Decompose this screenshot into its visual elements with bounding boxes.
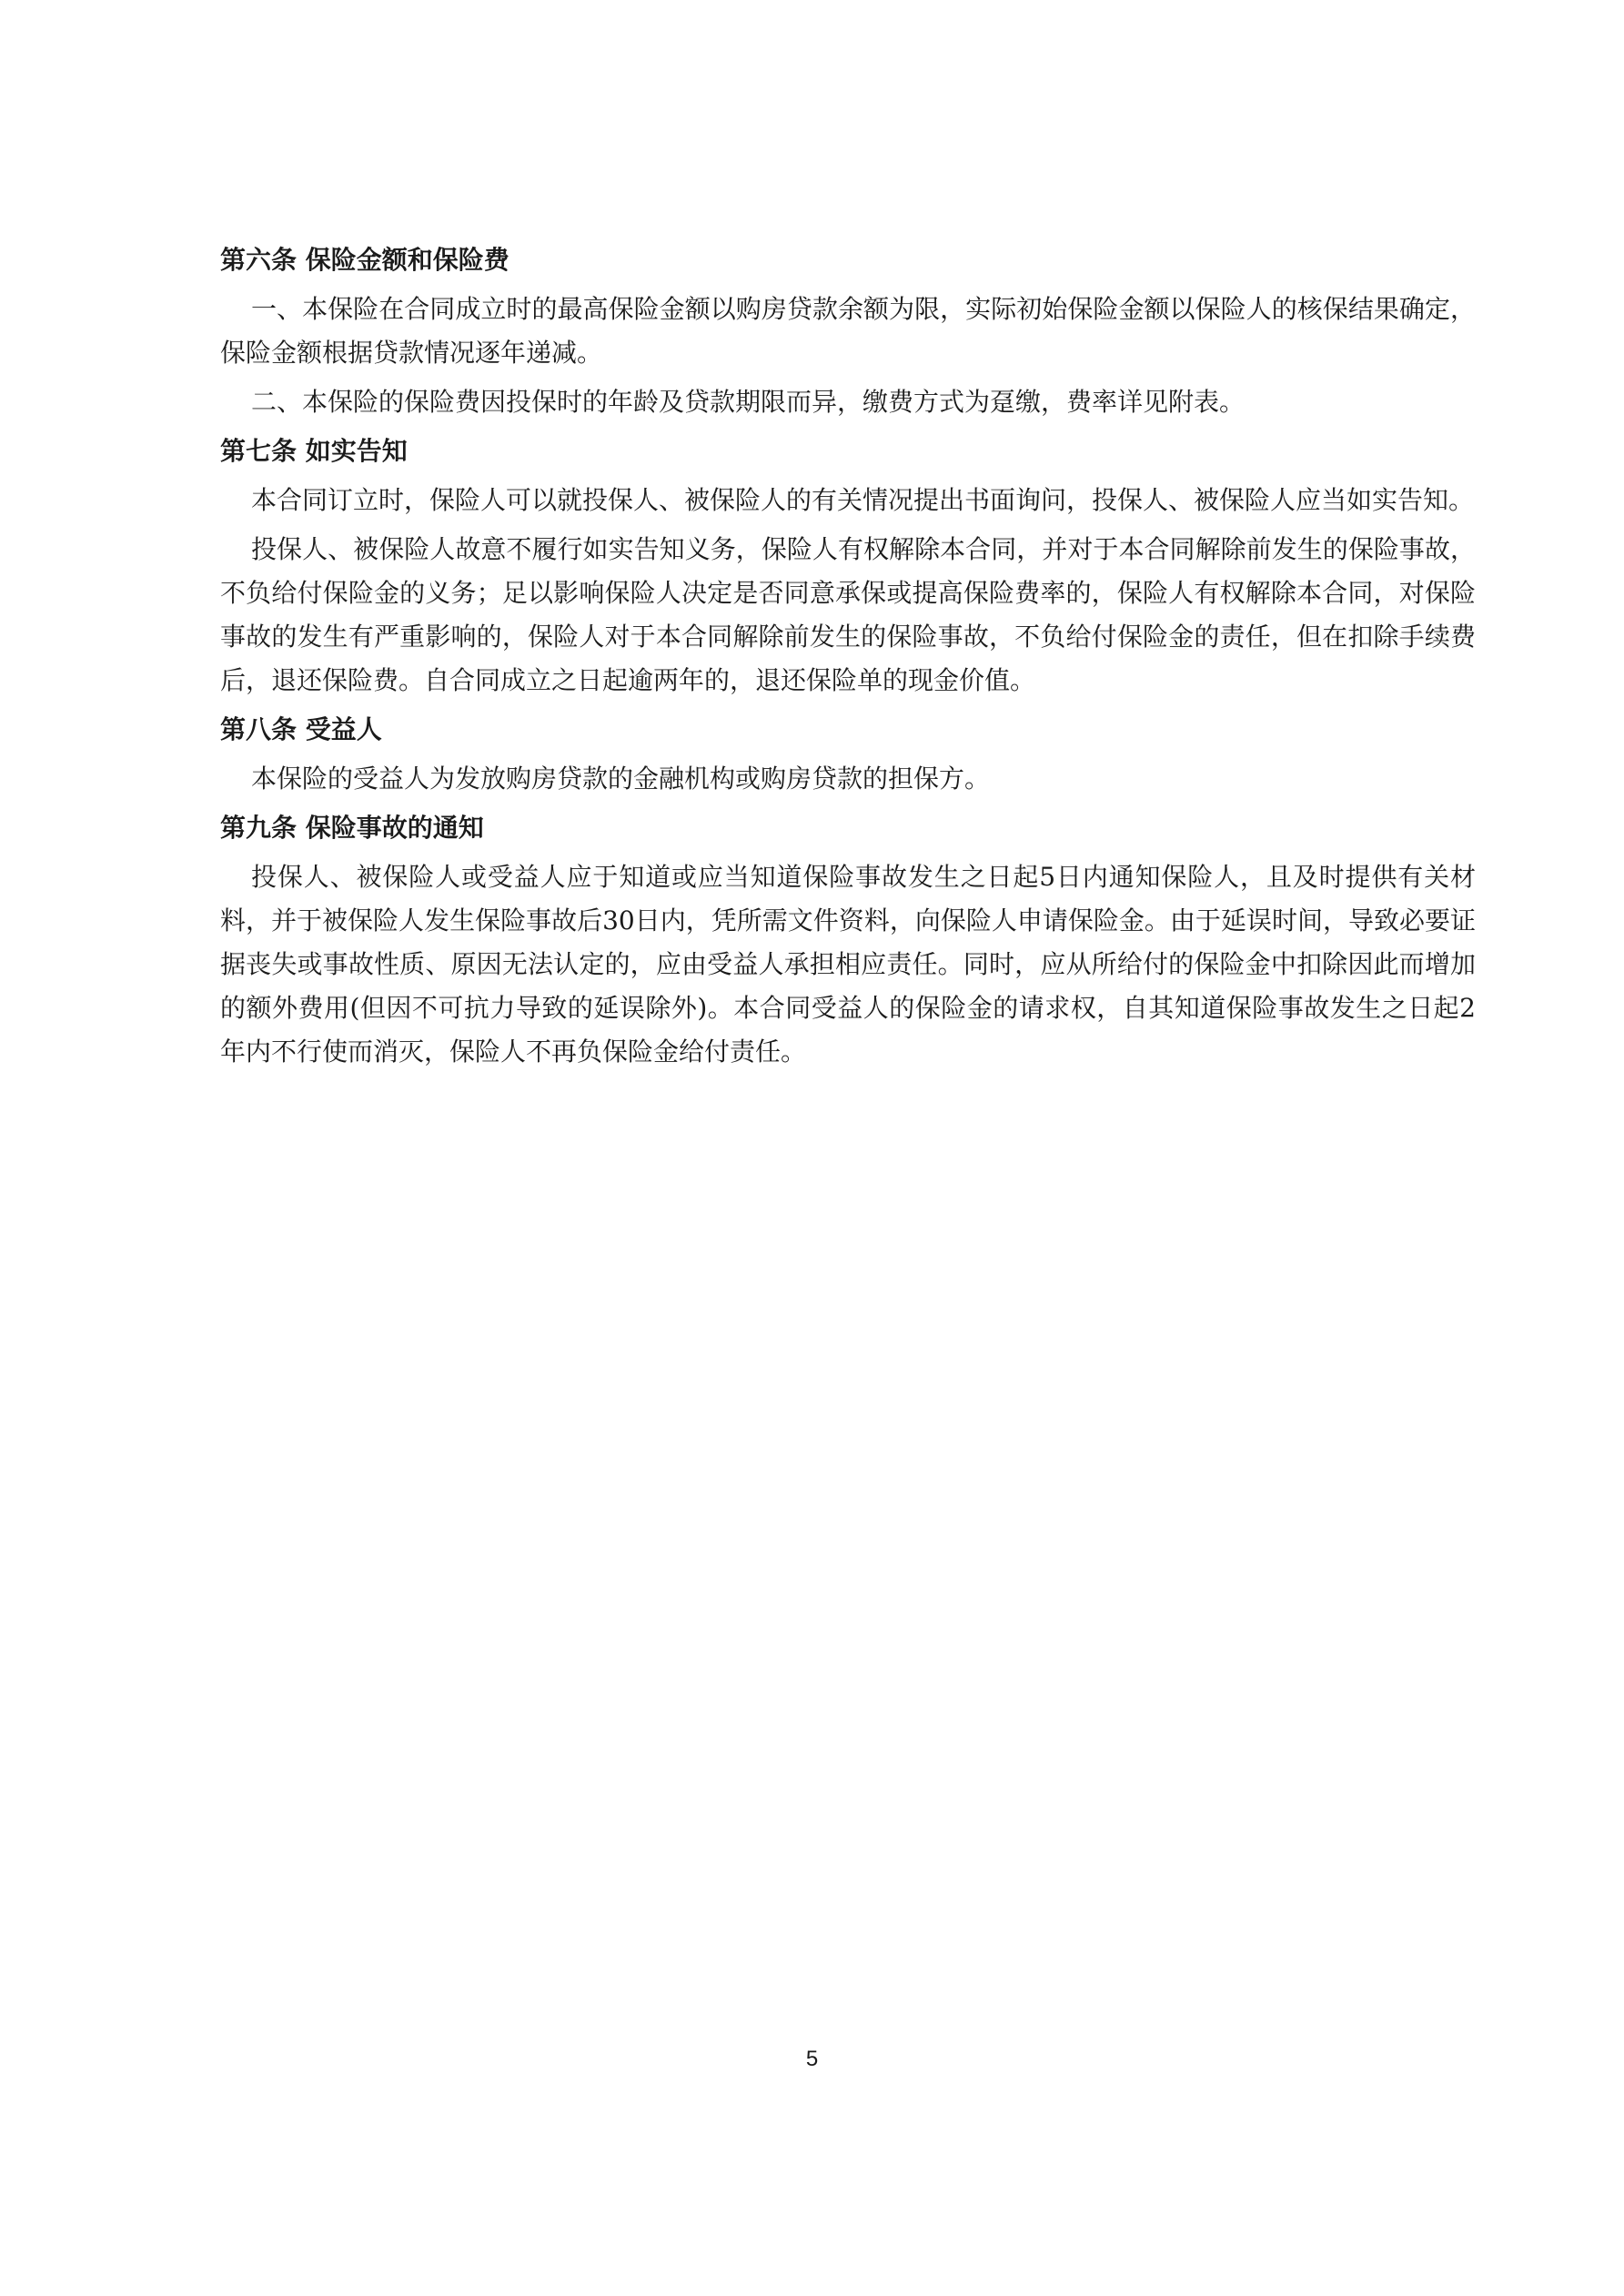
paragraph: 二、本保险的保险费因投保时的年龄及贷款期限而异，缴费方式为趸缴，费率详见附表。 <box>251 387 1246 417</box>
document-body <box>220 238 1476 1079</box>
section-heading-article-7: 第七条 如实告知 <box>220 436 408 466</box>
section-heading-article-9: 第九条 保险事故的通知 <box>220 813 484 843</box>
paragraph: 本合同订立时，保险人可以就投保人、被保险人的有关情况提出书面询问，投保人、被保险人应当如实告知。 <box>251 485 1475 515</box>
page-number: 5 <box>805 2047 819 2071</box>
section-heading-article-6: 第六条 保险金额和保险费 <box>220 245 509 275</box>
paragraph: 投保人、被保险人或受益人应于知道或应当知道保险事故发生之日起5日内通知保险人，且及时提供有关材料，并于被保险人发生保险事故后30日内，凭所需文件资料，向保险人申请保险金。由于延误时间，导致必要证据丧失或事故性质、原因无法认定的，应由受益人承担相应责任。同时，应从所给付的保险金中扣除因此而增加的额外费用(但因不可抗力导致的延误除外)。本合同受益人的保险金的请求权，自其知道保险事故发生之日起2年内不行使而消灭，保险人不再负保险金给付责任。 <box>220 862 1476 1067</box>
section-heading-article-8: 第八条 受益人 <box>220 714 382 744</box>
paragraph: 本保险的受益人为发放购房贷款的金融机构或购房贷款的担保方。 <box>251 764 991 794</box>
paragraph: 一、本保险在合同成立时的最高保险金额以购房贷款余额为限，实际初始保险金额以保险人的核保结果确定，保险金额根据贷款情况逐年递减。 <box>220 294 1476 368</box>
paragraph: 投保人、被保险人故意不履行如实告知义务，保险人有权解除本合同，并对于本合同解除前发生的保险事故，不负给付保险金的义务；足以影响保险人决定是否同意承保或提高保险费率的，保险人有权解除本合同，对保险事故的发生有严重影响的，保险人对于本合同解除前发生的保险事故，不负给付保险金的责任，但在扣除手续费后，退还保险费。自合同成立之日起逾两年的，退还保险单的现金价值。 <box>220 534 1476 695</box>
